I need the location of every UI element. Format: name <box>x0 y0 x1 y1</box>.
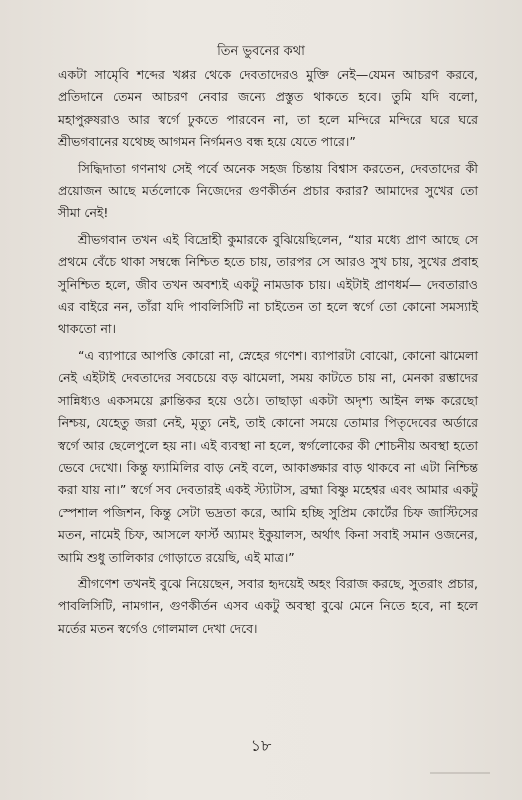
running-head: তিন ভুবনের কথা <box>217 44 305 59</box>
body-text <box>58 64 478 644</box>
paragraph-4: “এ ব্যাপারে আপত্তি কোরো না, স্নেহের গণেশ। ব্যাপারটা বোঝো, কোনো ঝামেলা নেই এইটাই দেবতাদের সবচেয়ে বড় ঝামেলা, সময় কাটতে চায় না, মেনকা রম্ভাদের সান্নিধ্যও একসময়ে ক্লান্তিকর হয়ে ওঠে। তাছাড়া একটা অদৃশ্য আইন লক্ষ করেছো নিশ্চয়, যেহেতু জরা নেই, মৃত্যু নেই, তাই কোনো সময়ে তোমার পিতৃদেবের অর্ডারে স্বর্গে আর ছেলেপুলে হয় না। এই ব্যবস্থা না হলে, স্বর্গলোকের কী শোচনীয় অবস্থা হতো ভেবে দেখো। কিন্তু ফ্যামিলির বাড় নেই বলে, আকাঙ্ক্ষার বাড় থাকবে না এটা নিশ্চিন্ত করা যায় না।” স্বর্গে সব দেবতারই একই স্ট্যাটাস, ব্রহ্মা বিষ্ণু মহেশ্বর এবং আমার একটু স্পেশাল পজিশন, কিন্তু সেটা ভদ্রতা করে, আমি হচ্ছি সুপ্রিম কোর্টের চিফ জাস্টিসের মতন, নামেই চিফ, আসলে ফার্স্ট অ্যামং ইকুয়ালস, অর্থাৎ কিনা সবাই সমান ওজনের, আমি শুধু তালিকার গোড়াতে রয়েছি, এই মাত্র।” <box>58 347 478 565</box>
paragraph-1: একটা সামৃেবি শব্দের খপ্পর থেকে দেবতাদেরও মুক্তি নেই—যেমন আচরণ করবে, প্রতিদানে তেমন আচরণ নেবার জন্যে প্রস্তুত থাকতে হবে। তুমি যদি বলো, মহাপুরুষরাও আর স্বর্গে ঢুকতে পারবেন না, তা হলে মন্দিরে মন্দিরে ঘরে ঘরে শ্রীভগবানের যথেচ্ছ আগমন নির্গমনও বন্ধ হয়ে যেতে পারে।” <box>58 67 478 150</box>
paragraph-5: শ্রীগণেশ তখনই বুঝে নিয়েছেন, সবার হৃদয়েই অহং বিরাজ করছে, সুতরাং প্রচার, পাবলিসিটি, নামগান, গুণকীর্তন এসব একটু অবস্থা বুঝে মেনে নিতে হবে, না হলে মর্তের মতন স্বর্গেও গোলমাল দেখা দেবে। <box>58 575 478 636</box>
show-through-mark <box>430 772 490 774</box>
paragraph-2: সিদ্ধিদাতা গণনাথ সেই পর্বে অনেক সহজ চিন্তায় বিশ্বাস করতেন, দেবতাদের কী প্রয়োজন আছে মর্তলোকে নিজেদের গুণকীর্তন প্রচার করার? আমাদের সুখের তো সীমা নেই! <box>58 160 478 221</box>
paragraph-3: শ্রীভগবান তখন এই বিদ্রোহী কুমারকে বুঝিয়েছিলেন, “যার মধ্যে প্রাণ আছে সে প্রথমে বেঁচে থাকা সম্বন্ধে নিশ্চিত হতে চায়, তারপর সে আরও সুখ চায়, সুখের প্রবাহ সুনিশ্চিত হলে, জীব তখন অবশ্যই একটু নামডাক চায়। এইটাই প্রাণধর্ম— দেবতারাও এর বাইরে নন, তাঁরা যদি পাবলিসিটি না চাইতেন তা হলে স্বর্গে তো কোনো সমস্যাই থাকতো না। <box>58 231 478 337</box>
page-number: ১৮ <box>250 736 272 755</box>
